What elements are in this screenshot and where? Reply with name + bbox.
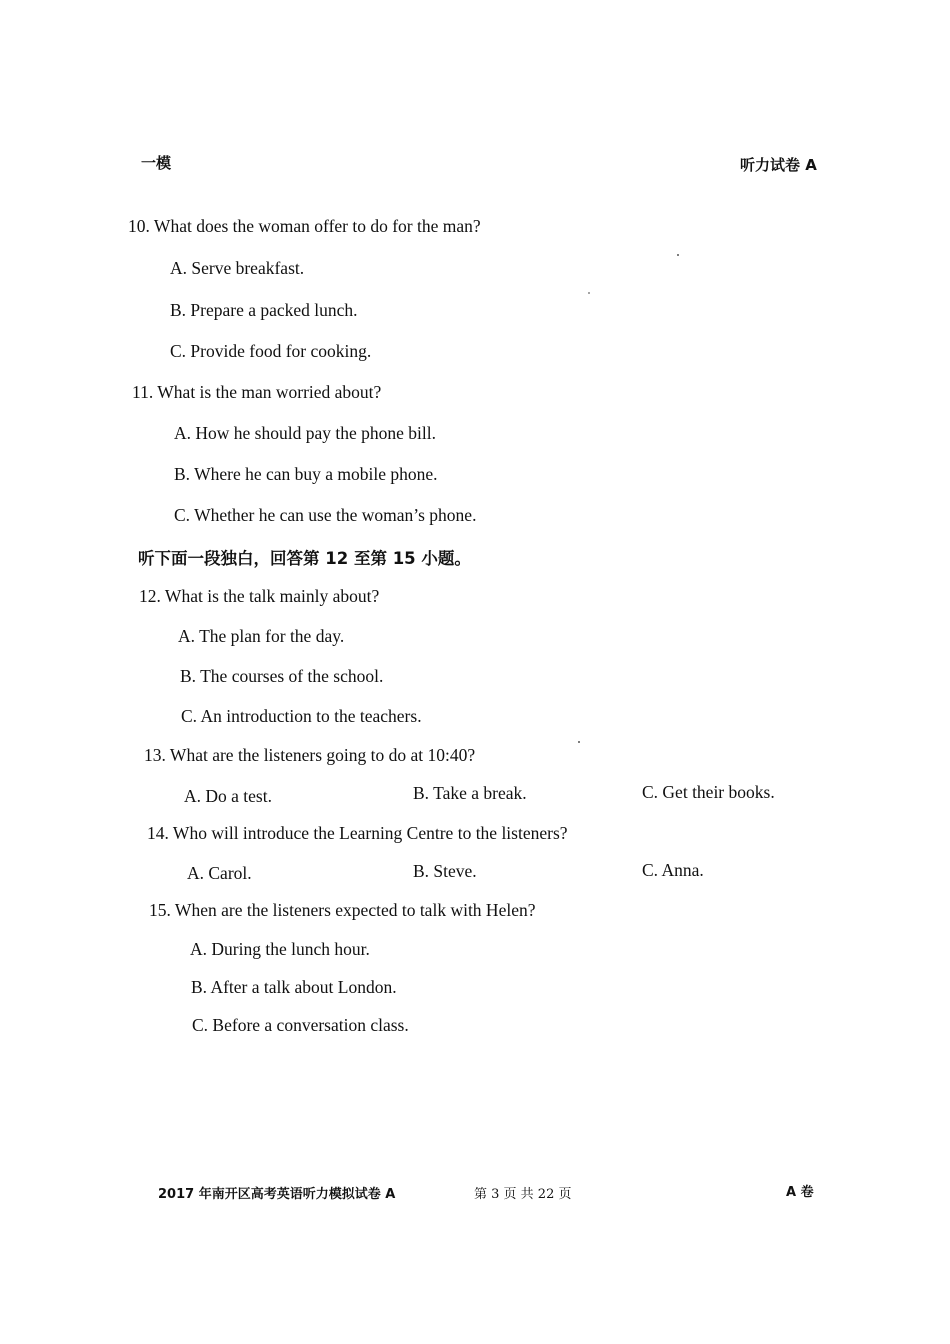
option-b: B. Take a break. — [413, 783, 527, 803]
option-a: A. How he should pay the phone bill. — [174, 423, 436, 443]
question-stem: 15. When are the listeners expected to talk with Helen? — [149, 900, 536, 920]
footer-paper-label: A 卷 — [786, 1185, 814, 1200]
option-b: B. Where he can buy a mobile phone. — [174, 464, 438, 484]
option-a: A. During the lunch hour. — [190, 939, 370, 959]
option-a: A. Serve breakfast. — [170, 258, 305, 278]
option-a: A. The plan for the day. — [178, 626, 345, 646]
option-c: C. Whether he can use the woman’s phone. — [174, 505, 477, 525]
question-stem: 12. What is the talk mainly about? — [139, 586, 380, 606]
option-a: A. Carol. — [187, 863, 252, 883]
option-b: B. After a talk about London. — [191, 977, 397, 997]
option-a: A. Do a test. — [184, 786, 272, 806]
option-c: C. Before a conversation class. — [192, 1015, 409, 1035]
question-stem: 11. What is the man worried about? — [132, 382, 382, 402]
option-c: C. Anna. — [642, 860, 704, 880]
option-c: C. Provide food for cooking. — [170, 341, 372, 361]
option-c: C. An introduction to the teachers. — [181, 706, 422, 726]
footer-page-number: 第 3 页 共 22 页 — [474, 1187, 572, 1202]
question-stem: 14. Who will introduce the Learning Centre to the listeners? — [147, 823, 568, 843]
question-stem: 10. What does the woman offer to do for the man? — [128, 216, 481, 236]
scan-speck — [677, 254, 679, 256]
section-instruction: 听下面一段独白，回答第 12 至第 15 小题。 — [138, 549, 471, 568]
option-c: C. Get their books. — [642, 782, 775, 802]
header-left: 一模 — [141, 154, 172, 172]
option-b: B. Prepare a packed lunch. — [170, 300, 358, 320]
question-stem: 13. What are the listeners going to do at 10:40? — [144, 745, 476, 765]
scan-speck — [588, 292, 590, 294]
option-b: B. The courses of the school. — [180, 666, 384, 686]
header-right: 听力试卷 A — [740, 156, 817, 174]
scan-speck — [578, 741, 580, 743]
footer-exam-title: 2017 年南开区高考英语听力模拟试卷 A — [158, 1187, 396, 1202]
option-b: B. Steve. — [413, 861, 477, 881]
